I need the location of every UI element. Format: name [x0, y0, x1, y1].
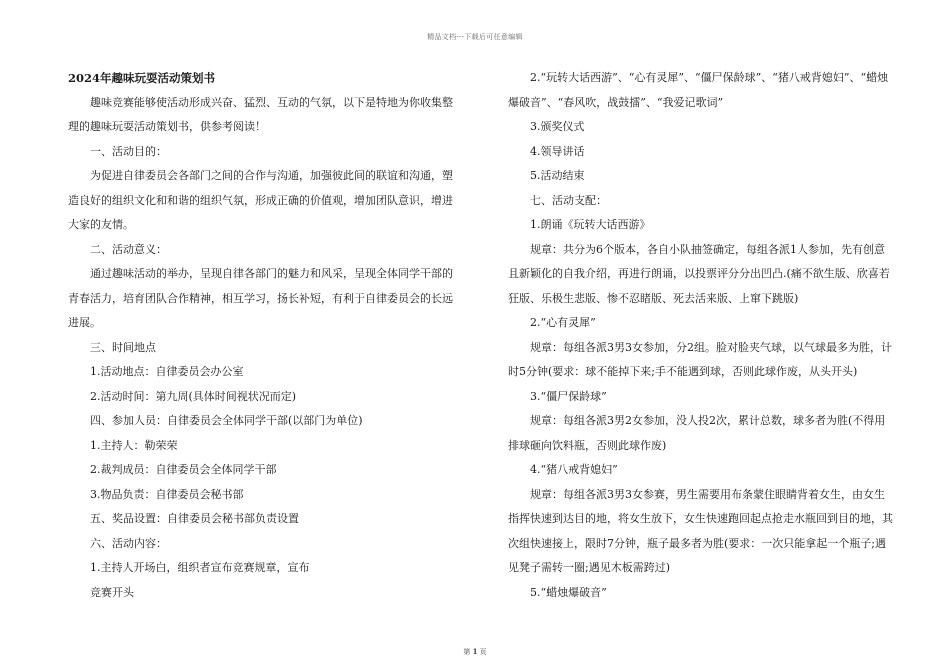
page-number: 1: [472, 647, 478, 656]
list-item: 2.活动时间：第九周(具体时间视状况而定): [90, 389, 297, 403]
footer-suffix: 页: [479, 648, 487, 656]
list-item: 2.裁判成员：自律委员会全体同学干部: [90, 463, 277, 476]
section-heading: 四、参加人员：自律委员会全体同学干部(以部门为单位): [90, 414, 363, 427]
list-item: 4.“猪八戒背媳妇”: [530, 463, 618, 476]
list-item: 竞赛开头: [90, 585, 134, 599]
list-item: 1.主持人：勒荣荣: [90, 438, 178, 452]
list-item: 3.颁奖仪式: [530, 120, 585, 133]
section-heading: 一、活动目的：: [90, 144, 167, 158]
list-item: 1.活动地点：自律委员会办公室: [90, 365, 244, 378]
paragraph: 规章：每组各派3男2女参加，没人投2次，累计总数，球多者为胜(不得用排球砸向饮料瓶，否则此球作废): [508, 414, 886, 452]
list-item: 1.主持人开场白，组织者宣布竞赛规章，宣布: [90, 561, 310, 574]
section-heading: 三、时间地点: [90, 340, 156, 354]
list-item: 1.朗诵《玩转大话西游》: [530, 218, 651, 231]
section-heading: 六、活动内容：: [90, 536, 167, 550]
paragraph: 规章：共分为6个版本，各自小队抽签确定，每组各派1人参加，先有创意且新颖化的自我介绍，再进行朗诵，以投票评分分出凹凸.(痛不欲生版、欣喜若狂版、乐极生悲版、惨不忍睹版、死去活来版、上窜下跳版): [508, 242, 890, 305]
section-heading: 五、奖品设置：自律委员会秘书部负责设置: [90, 512, 299, 525]
section-heading: 二、活动意义：: [90, 242, 167, 256]
page-header: 精品文档---下载后可任意编辑: [427, 33, 523, 41]
left-column: [68, 66, 453, 605]
list-item: 5.“蜡烛爆破音”: [530, 585, 607, 599]
list-item: 5.活动结束: [530, 169, 585, 182]
list-item: 3.“僵尸保龄球”: [530, 389, 607, 403]
doc-title: 2024年趣味玩耍活动策划书: [68, 71, 216, 85]
paragraph: 为促进自律委员会各部门之间的合作与沟通，加强彼此间的联谊和沟通，塑造良好的组织文化和和谐的组织气氛，形成正确的价值观，增加团队意识，增进大家的友情。: [68, 169, 453, 231]
paragraph: 2.“玩转大话西游”、“心有灵犀”、“僵尸保龄球”、“猪八戒背媳妇”、“蜡烛爆破音”、“春风吹，战鼓擂”、“我爱记歌词”: [508, 71, 889, 109]
list-item: 4.领导讲话: [530, 144, 585, 158]
list-item: 2.“心有灵犀”: [530, 316, 596, 329]
page-footer: [0, 647, 950, 657]
footer-prefix: 第: [463, 648, 471, 656]
paragraph: 通过趣味活动的举办，呈现自律各部门的魅力和风采，呈现全体同学干部的青春活力，培育团队合作精神，相互学习，扬长补短，有利于自律委员会的长远进展。: [68, 267, 453, 329]
paragraph: 规章：每组各派3男3女参赛，男生需要用布条蒙住眼睛背着女生，由女生指挥快速到达目的地，将女生放下，女生快速跑回起点抢走水瓶回到目的地，其次组快速接上，限时7分钟，瓶子最多者为胜(要求：一次只能拿起一个瓶子;遇见凳子需转一圈;遇见木板需跨过): [508, 487, 893, 574]
paragraph: 趣味竞赛能够使活动形成兴奋、猛烈、互动的气氛，以下是特地为你收集整理的趣味玩耍活动策划书，供参考阅读！: [68, 95, 453, 133]
right-column: [508, 66, 893, 605]
list-item: 3.物品负责：自律委员会秘书部: [90, 487, 244, 501]
section-heading: 七、活动支配：: [530, 193, 607, 207]
paragraph: 规章：每组各派3男3女参加，分2组。脸对脸夹气球，以气球最多为胜，计时5分钟(要求：球不能掉下来;手不能遇到球，否则此球作废，从头开头): [508, 340, 892, 378]
